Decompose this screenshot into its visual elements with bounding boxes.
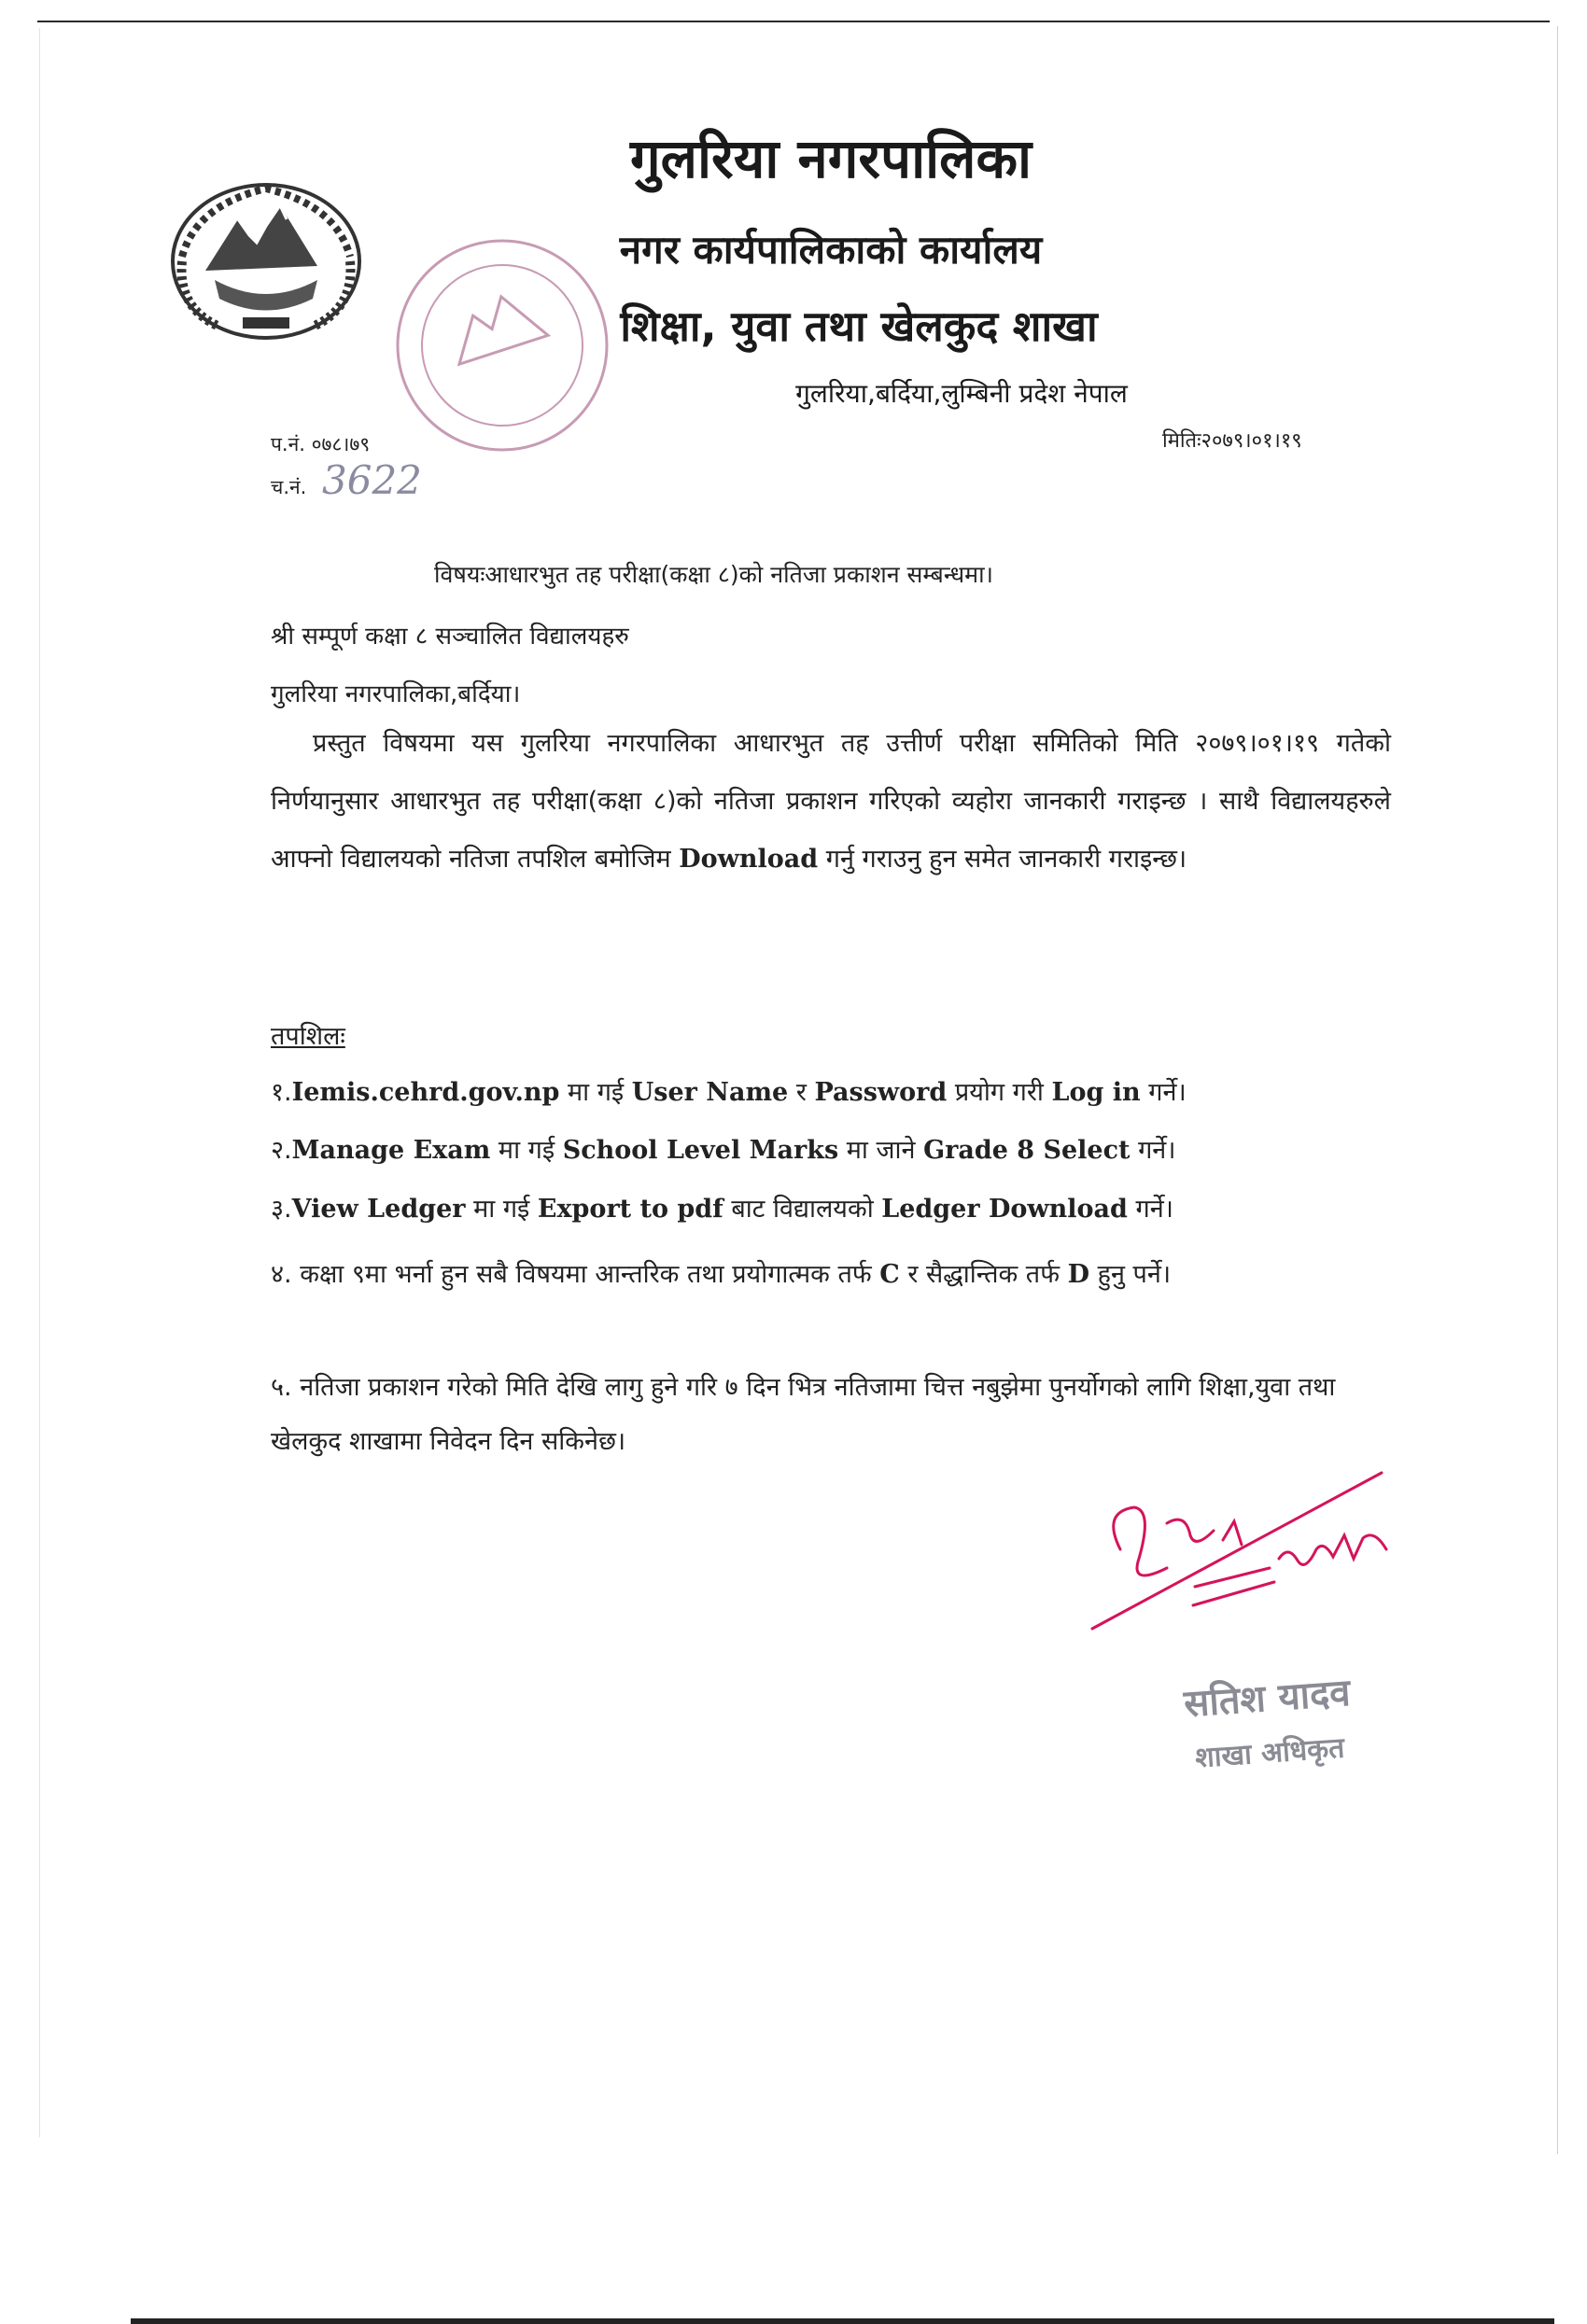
signatory-name: सतिश यादव: [1182, 1671, 1352, 1727]
item-text: मा जाने: [838, 1136, 924, 1165]
item-term: Ledger Download: [881, 1195, 1128, 1224]
scan-edge-left: [39, 28, 40, 2137]
recipient-line-2: गुलरिया नगरपालिका,बर्दिया।: [271, 680, 521, 708]
branch-name: शिक्षा, युवा तथा खेलकुद शाखा: [620, 301, 1098, 351]
item-term: School Level Marks: [562, 1136, 839, 1165]
body-text-1: प्रस्तुत विषयमा यस गुलरिया नगरपालिका आधारभुत तह उत्तीर्ण परीक्षा समितिको मिति २०७९।०१।१९ गतेको निर्णयानुसार आधारभुत तह परीक्षा(कक्षा ८)को नतिजा प्रकाशन गरिएको व्यहोरा जानकारी गराइन्छ । साथै विद्यालयहरुले आफ्नो विद्यालयको नतिजा तपशिल बमोजिम: [271, 729, 1391, 874]
details-heading: तपशिलः: [271, 1022, 345, 1051]
body-download-word: Download: [679, 845, 819, 874]
item-term: Manage Exam: [291, 1136, 491, 1165]
scan-edge-top: [37, 21, 1550, 22]
item-number: १.: [271, 1078, 292, 1107]
office-name: नगर कार्यपालिकाको कार्यालय: [619, 227, 1043, 273]
handwritten-signature: [1083, 1456, 1419, 1643]
item-text: प्रयोग गरी: [947, 1078, 1052, 1107]
item-term: User Name: [631, 1078, 789, 1107]
item-term: Password: [814, 1078, 948, 1107]
item-term: Grade 8 Select: [923, 1136, 1131, 1165]
office-address: गुलरिया,बर्दिया,लुम्बिनी प्रदेश नेपाल: [795, 378, 1128, 409]
dispatch-number: 3622: [322, 457, 422, 503]
letter-date: मितिः२०७९।०१।१९: [1162, 429, 1302, 453]
dispatch-label: च.नं.: [271, 476, 307, 498]
instruction-item-3: [271, 1190, 1173, 1225]
recipient-line-1: श्री सम्पूर्ण कक्षा ८ सञ्चालित विद्यालयहरु: [271, 623, 629, 651]
municipality-name: गुलरिया नगरपालिका: [629, 127, 1032, 190]
footer-divider: [131, 2318, 1554, 2324]
subject-line: विषयःआधारभुत तह परीक्षा(कक्षा ८)को नतिजा प्रकाशन सम्बन्धमा।: [434, 561, 994, 588]
item-text: बाट विद्यालयको: [723, 1195, 882, 1224]
item-text: गर्ने।: [1127, 1195, 1173, 1224]
reference-number: प.नं. ०७८।७९: [271, 433, 371, 455]
item-text: गर्ने।: [1140, 1078, 1187, 1107]
body-paragraph: [271, 715, 1391, 889]
office-seal-stamp: [390, 233, 614, 457]
item-text: गर्ने।: [1130, 1136, 1176, 1165]
item-text: हुनु पर्ने।: [1089, 1260, 1172, 1289]
item-term: View Ledger: [291, 1195, 466, 1224]
item-term: Log in: [1051, 1078, 1141, 1107]
item-number: २.: [271, 1136, 292, 1165]
item-text: मा गई: [465, 1195, 538, 1224]
item-number: ३.: [271, 1195, 292, 1224]
item-text: र: [788, 1078, 815, 1107]
website-url: Iemis.cehrd.gov.np: [291, 1078, 560, 1107]
instruction-item-4: [271, 1247, 1372, 1303]
item-text: र सैद्धान्तिक तर्फ: [899, 1260, 1068, 1289]
instruction-item-1: [271, 1073, 1187, 1108]
grade-letter: C: [879, 1260, 900, 1289]
grade-letter: D: [1067, 1260, 1090, 1289]
body-text-2: गर्नु गराउनु हुन समेत जानकारी गराइन्छ।: [818, 845, 1187, 874]
item-text: मा गई: [559, 1078, 632, 1107]
instruction-item-5: ५. नतिजा प्रकाशन गरेको मिति देखि लागु हुने गरि ७ दिन भित्र नतिजामा चित्त नबुझेमा पुनर्योगको लागि शिक्षा,युवा तथा खेलकुद शाखामा निवेदन दिन सकिनेछ।: [271, 1373, 1336, 1456]
instruction-item-2: [271, 1131, 1176, 1166]
item-term: Export to pdf: [537, 1195, 723, 1224]
item-text: ४. कक्षा ९मा भर्ना हुन सबै विषयमा आन्तरिक तथा प्रयोगात्मक तर्फ: [271, 1260, 880, 1289]
item-text: मा गई: [490, 1136, 563, 1165]
signatory-title: शाखा अधिकृत: [1194, 1731, 1346, 1775]
